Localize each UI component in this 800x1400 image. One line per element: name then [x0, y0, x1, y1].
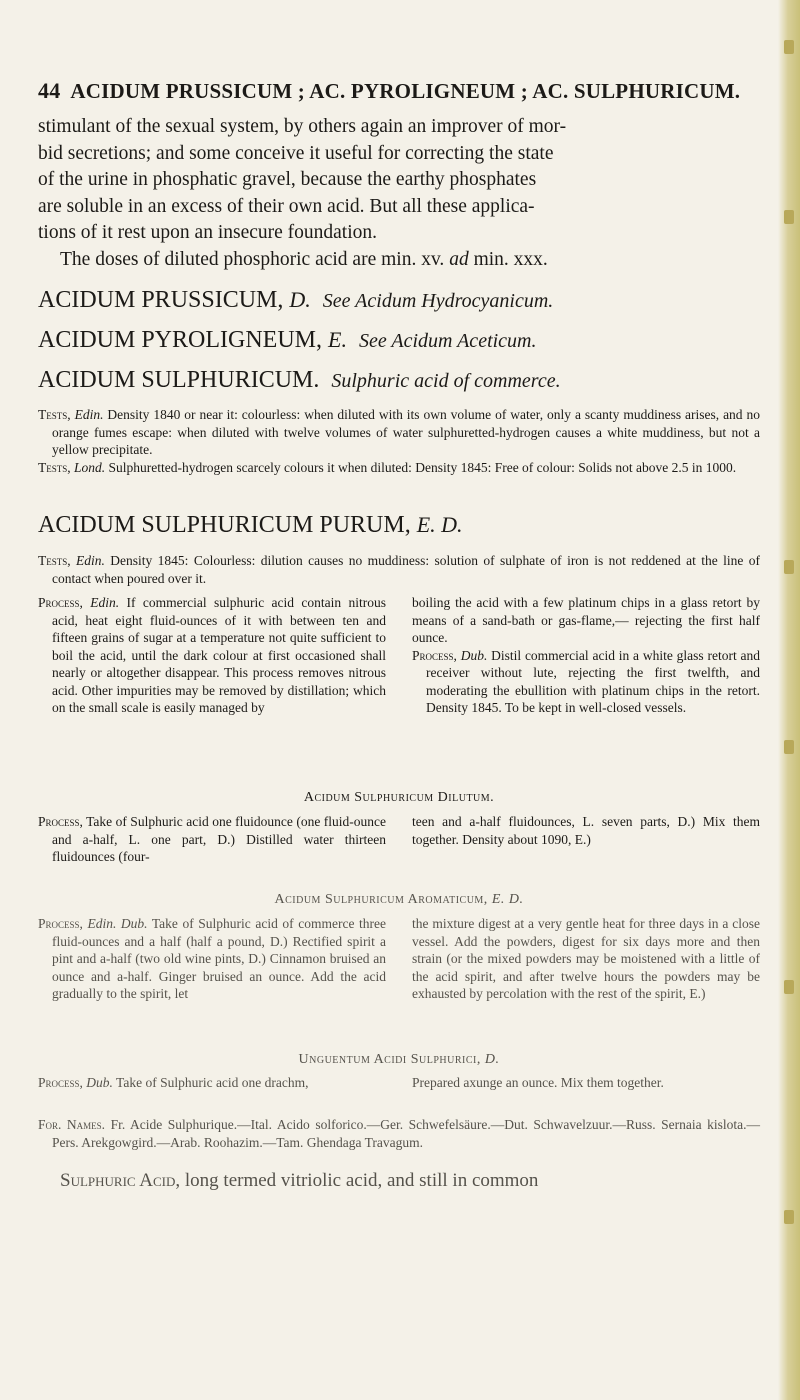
process-continued: the mixture digest at a very gentle heat for three days in a close vessel. Add the powders, digest for six days more and then strain (or the mixed powders may be moistened with a little of the acid spirit, and after twelve hours the powders may be exhausted by percolation with the rest of the spirit, E.)	[412, 916, 760, 1001]
tests-text: Sulphuretted-hydrogen scarcely colours it when diluted: Density 1845: Free of colour: Solids not above 2.5 in 1000.	[105, 459, 737, 475]
heading-purum	[38, 512, 760, 539]
tests-text: Density 1845: Colourless: dilution causes no muddiness: solution of sulphate of iron is not reddened at the line of contact when poured over it.	[52, 553, 760, 586]
unguentum-columns	[38, 1074, 760, 1092]
dose-text-end: min. xxx.	[468, 248, 548, 270]
process-text: Distil commercial acid in a white glass retort and receiver without lute, rejecting the first twelfth, and moderating the ebullition with platinum chips in the retort. Density 1845. To be kept in well-closed vessels.	[426, 647, 760, 715]
tests-label: Tests,	[38, 459, 75, 475]
edge-mark	[784, 740, 794, 754]
purum-process-columns	[38, 594, 760, 717]
subheading-aromaticum	[38, 892, 760, 908]
heading-title: ACIDUM SULPHURICUM.	[38, 367, 320, 393]
process-label: Process,	[412, 647, 461, 663]
closing-lead: Sulphuric Acid,	[60, 1170, 181, 1191]
heading-title: ACIDUM PYROLIGNEUM,	[38, 327, 329, 353]
tests-lond	[38, 459, 760, 477]
process-text: Take of Sulphuric acid one drachm,	[112, 1075, 309, 1090]
process-dilutum	[38, 813, 386, 866]
column-left	[38, 594, 386, 717]
purum-tests	[38, 552, 760, 587]
subheading-abbr: E. D.	[491, 892, 524, 907]
column-left	[38, 915, 386, 1003]
closing-text: long termed vitriolic acid, and still in common	[180, 1170, 539, 1191]
see-reference: See Acidum Aceticum.	[358, 330, 537, 352]
intro-paragraph	[38, 114, 760, 273]
column-right	[412, 594, 760, 717]
subheading-unguentum	[38, 1052, 760, 1068]
process-dub	[412, 647, 760, 717]
heading-title: ACIDUM SULPHURICUM PURUM,	[38, 512, 417, 538]
intro-line: of the urine in phosphatic gravel, because the earthy phosphates	[38, 169, 537, 190]
tests-edin	[38, 552, 760, 587]
process-label: Process,	[38, 1075, 87, 1090]
column-right	[412, 813, 760, 866]
process-unguentum	[38, 1074, 386, 1092]
tests-label: Tests,	[38, 407, 75, 422]
tests-text: Density 1840 or near it: colourless: when diluted with its own volume of water, only a scanty muddiness arises, and no orange fumes escape: when diluted with twelve volumes of water sulphuretted-hydrogen causes a white muddiness, but not a yellow precipitate.	[52, 407, 760, 457]
running-head	[38, 78, 760, 104]
dose-line	[38, 247, 760, 274]
process-continued: teen and a-half fluidounces, L. seven parts, D.) Mix them together. Density about 1090, E.)	[412, 814, 760, 847]
process-label: Process,	[38, 814, 83, 829]
intro-line: bid secretions; and some conceive it useful for correcting the state	[38, 142, 554, 164]
edge-mark	[784, 1210, 794, 1224]
heading-abbr: E. D.	[416, 512, 463, 537]
edge-mark	[784, 210, 794, 224]
dose-ad: ad	[449, 248, 469, 270]
heading-abbr: D.	[289, 287, 311, 312]
subheading-abbr: D.	[484, 1052, 500, 1067]
page-number: 44	[38, 78, 61, 103]
process-source: Dub.	[86, 1075, 113, 1090]
process-edin	[38, 594, 386, 717]
running-head-title: ACIDUM PRUSSICUM ; AC. PYROLIGNEUM ; AC. SULPHURICUM.	[70, 79, 741, 103]
subheading-dilutum: Acidum Sulphuricum Dilutum.	[303, 790, 495, 805]
dilutum-columns	[38, 813, 760, 866]
tests-source: Edin.	[74, 407, 104, 422]
heading-title: ACIDUM PRUSSICUM,	[38, 287, 290, 313]
tests-source: Edin.	[76, 553, 105, 568]
closing-line	[38, 1170, 782, 1192]
tests-edin	[38, 406, 760, 459]
process-source: Edin.	[90, 595, 120, 610]
column-left	[38, 813, 386, 866]
process-continued: boiling the acid with a few platinum chips in a glass retort by means of a sand-bath or gas-flame,— rejecting the first half ounce.	[412, 595, 760, 645]
names-text: Fr. Acide Sulphurique.—Ital. Acido solforico.—Ger. Schwefelsäure.—Dut. Schwavelzuur.—Russ. Sernaia kislota.—Pers. Arekgowgird.—Arab. Roohazim.—Tam. Ghendaga Travagum.	[52, 1117, 761, 1150]
heading-prussicum	[38, 287, 760, 314]
edge-mark	[784, 980, 794, 994]
subheading-title: Unguentum Acidi Sulphurici,	[298, 1052, 485, 1067]
process-source: Edin. Dub.	[87, 916, 148, 931]
process-text: Take of Sulphuric acid of commerce three fluid-ounces and a half (half a pound, D.) Rectified spirit a pint and a-half (two old wine pints, D.) Cinnamon bruised an ounce and a-half. Ginger bruised an ounce. Add the acid gradually to the spirit, let	[52, 916, 386, 1001]
names-paragraph	[38, 1116, 760, 1151]
process-label: Process,	[38, 916, 88, 931]
sulphuricum-tests	[38, 406, 760, 476]
intro-line: tions of it rest upon an insecure foundation.	[38, 222, 378, 243]
tests-label: Tests,	[38, 553, 77, 568]
process-continued: Prepared axunge an ounce. Mix them together.	[412, 1075, 664, 1090]
process-source: Dub.	[460, 647, 488, 663]
process-text: Take of Sulphuric acid one fluidounce (one fluid-ounce and a-half, L. one part, D.) Distilled water thirteen fluidounces (four-	[52, 814, 386, 864]
edge-mark	[784, 40, 794, 54]
column-right	[412, 1074, 760, 1092]
see-reference: Sulphuric acid of commerce.	[331, 370, 561, 392]
heading-sulphuricum	[38, 367, 760, 394]
process-text: If commercial sulphuric acid contain nitrous acid, heat eight fluid-ounces of it with between ten and fifteen grains of sugar at a temperature not quite sufficient to boil the acid, until the dark colour at first occasioned shall nearly or altogether disappear. This process removes nitrous acid. Other impurities may be removed by distillation; which on the small scale is easily managed by	[52, 595, 386, 715]
names-label: For. Names.	[38, 1117, 106, 1132]
intro-line: are soluble in an excess of their own acid. But all these applica-	[38, 195, 535, 217]
column-left	[38, 1074, 386, 1092]
foreign-names	[38, 1116, 760, 1151]
intro-line: stimulant of the sexual system, by others again an improver of mor-	[38, 116, 567, 137]
column-right	[412, 915, 760, 1003]
heading-abbr: E.	[328, 327, 347, 352]
tests-source: Lond.	[74, 459, 106, 475]
heading-pyroligneum	[38, 327, 760, 354]
process-aromaticum	[38, 915, 386, 1003]
dose-text: The doses of diluted phosphoric acid are min. xv.	[60, 248, 450, 270]
aromaticum-columns	[38, 915, 760, 1003]
process-label: Process,	[38, 595, 91, 610]
subheading-title: Acidum Sulphuricum Aromaticum,	[274, 892, 492, 907]
see-reference: See Acidum Hydrocyanicum.	[322, 290, 554, 312]
edge-mark	[784, 560, 794, 574]
